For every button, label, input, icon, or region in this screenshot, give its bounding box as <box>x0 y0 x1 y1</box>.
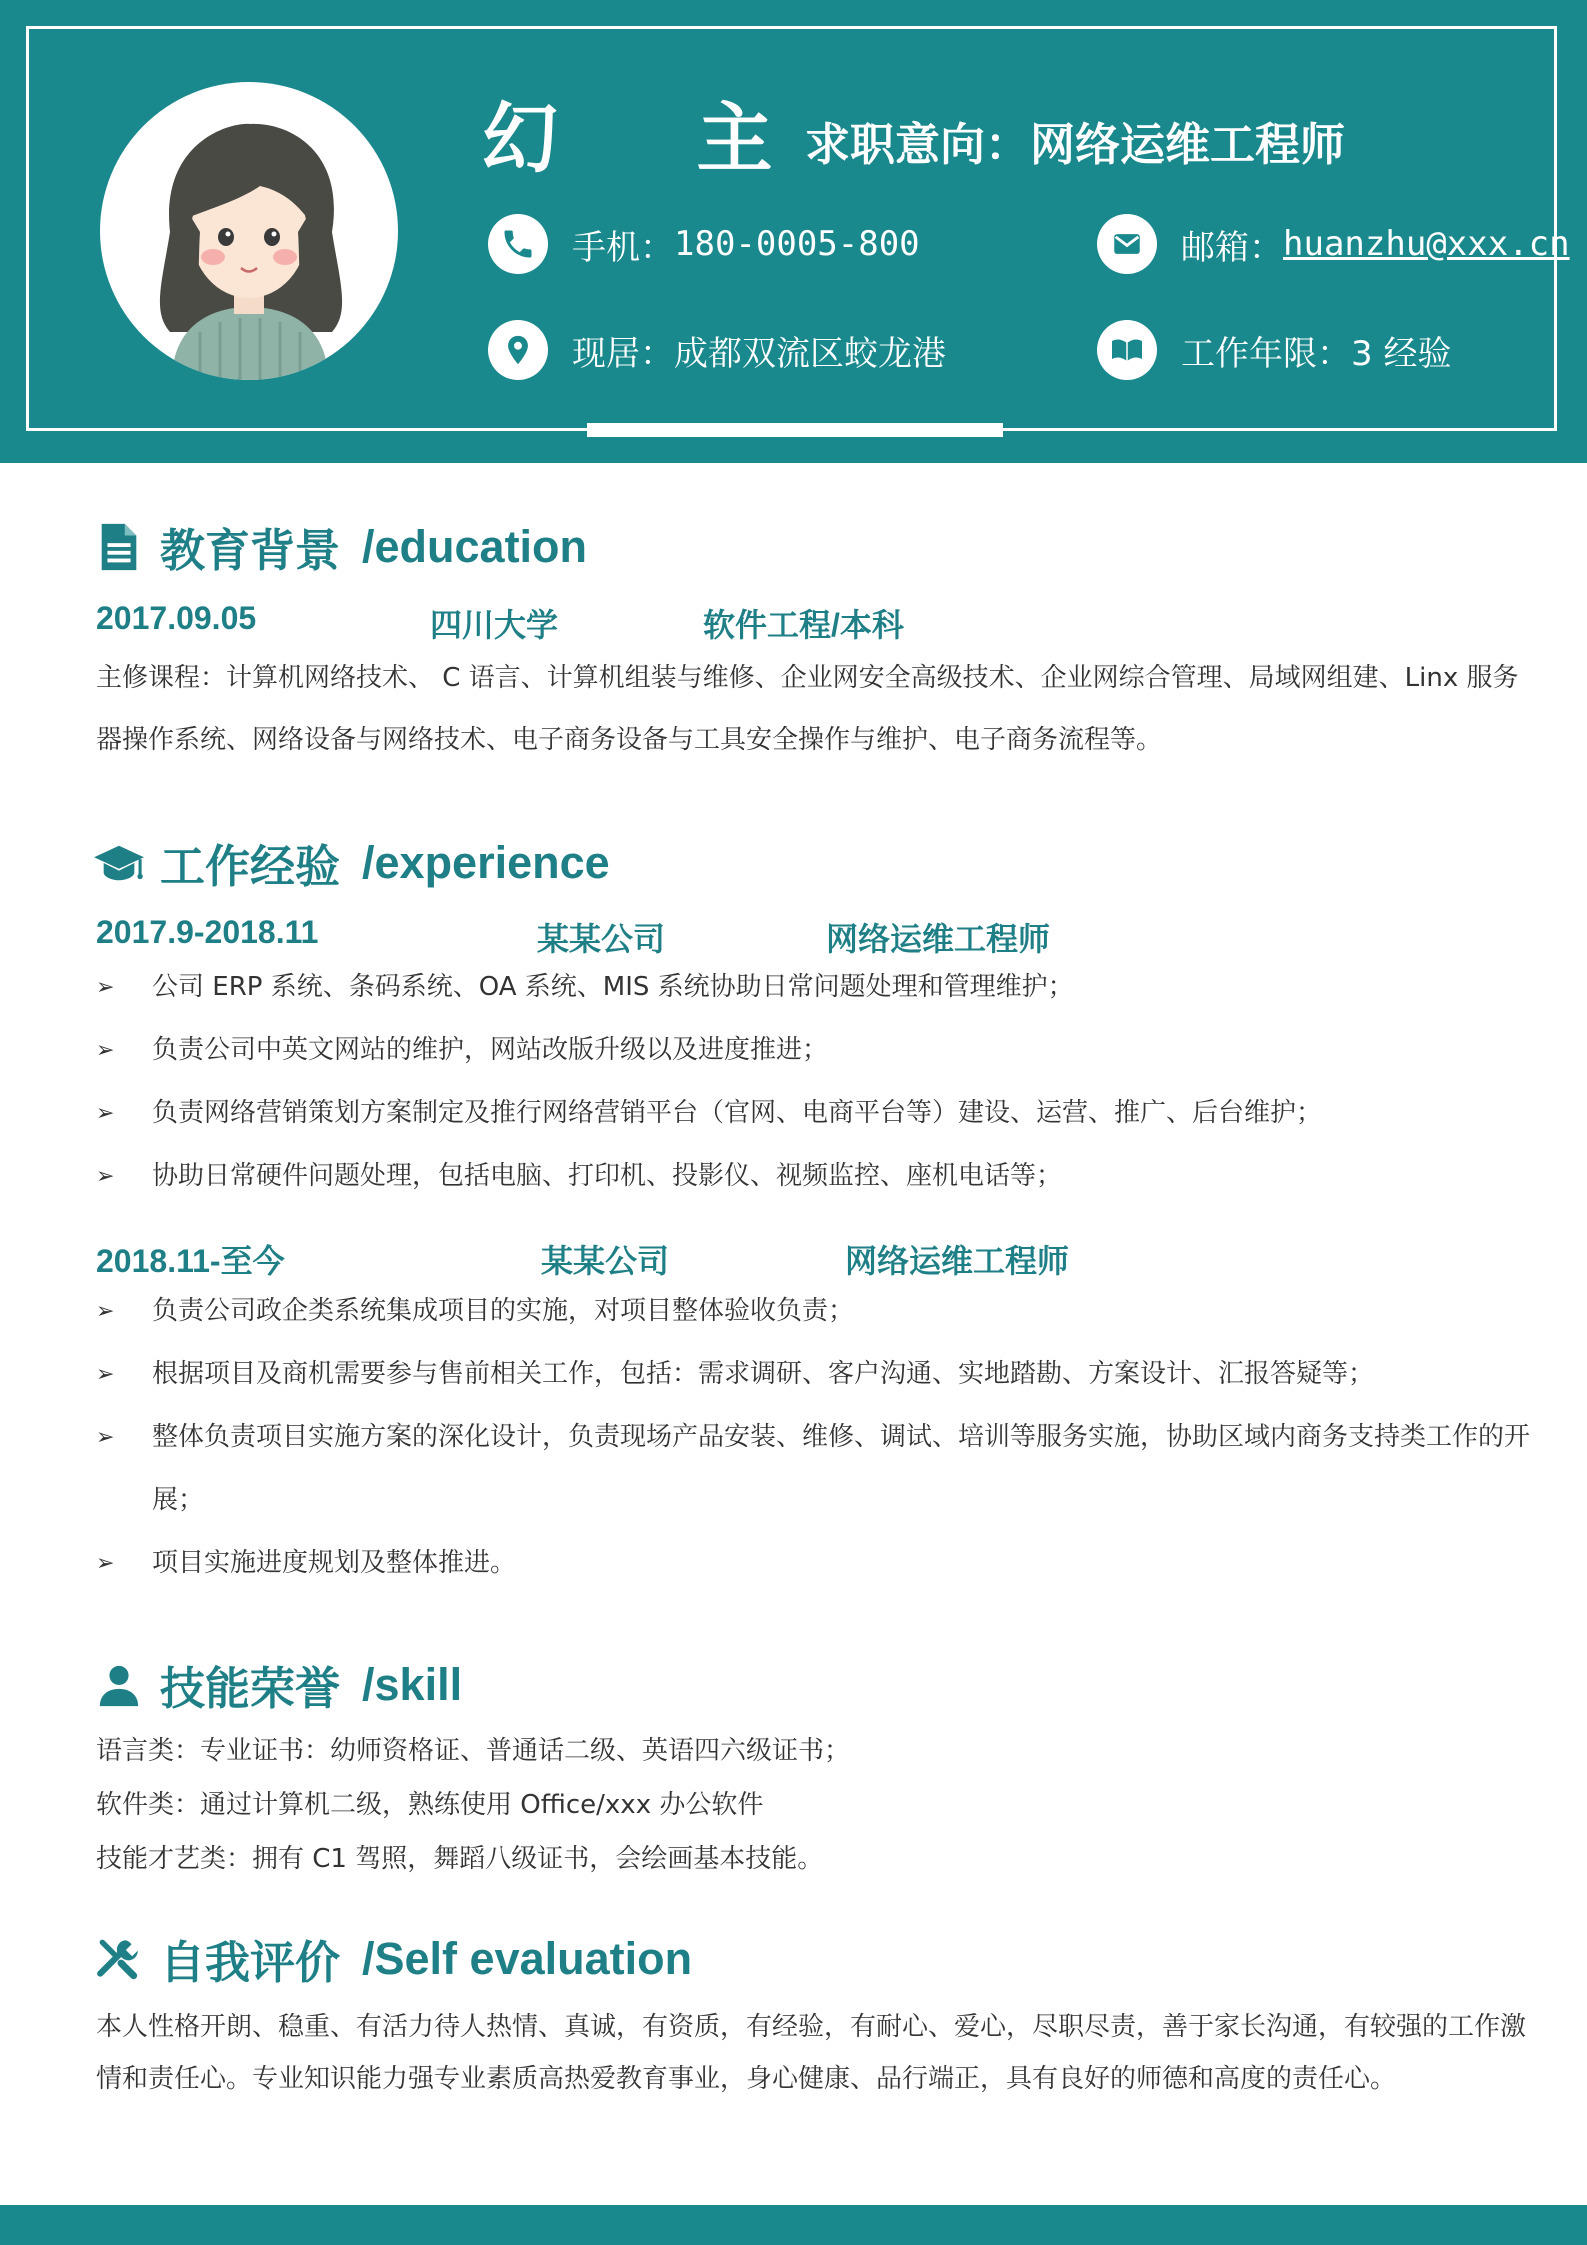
list-item <box>96 1532 1536 1595</box>
arrow-bullet-icon: ➢ <box>96 1362 115 1387</box>
job-period: 2017.9-2018.11 <box>96 914 319 950</box>
phone-row <box>488 214 920 274</box>
list-item <box>96 1406 1536 1532</box>
phone-value: 180-0005-800 <box>674 224 920 264</box>
arrow-bullet-icon: ➢ <box>96 975 115 1000</box>
job-duties-list <box>96 956 1536 1208</box>
arrow-bullet-icon: ➢ <box>96 1101 115 1126</box>
document-icon <box>92 520 146 574</box>
phone-label: 手机： <box>572 227 674 268</box>
list-item-text: 公司 ERP 系统、条码系统、OA 系统、MIS 系统协助日常问题处理和管理维护； <box>152 972 1074 1002</box>
avatar <box>100 82 398 380</box>
education-date: 2017.09.05 <box>96 600 257 636</box>
list-item-text: 项目实施进度规划及整体推进。 <box>152 1548 517 1578</box>
experience-title-en: /experience <box>362 836 610 888</box>
list-item-text: 负责公司中英文网站的维护，网站改版升级以及进度推进； <box>152 1035 829 1065</box>
self-evaluation-title <box>92 1926 692 1991</box>
skill-title-en: /skill <box>362 1658 463 1710</box>
location-pin-icon <box>488 320 548 380</box>
list-item-text: 整体负责项目实施方案的深化设计，负责现场产品安装、维修、调试、培训等服务实施，协助区域内商务支持类工作的开展； <box>152 1422 1531 1515</box>
tools-icon <box>92 1932 146 1986</box>
avatar-illustration <box>100 82 398 380</box>
header-accent-bar <box>587 423 1003 437</box>
education-title-cn: 教育背景 <box>160 524 341 577</box>
list-item <box>96 1019 1536 1082</box>
residence-row <box>488 320 946 380</box>
arrow-bullet-icon: ➢ <box>96 1038 115 1063</box>
residence-value: 成都双流区蛟龙港 <box>674 333 946 374</box>
self-evaluation-text: 本人性格开朗、稳重、有活力待人热情、真诚，有资质，有经验，有耐心、爱心，尽职尽责，善于家长沟通，有较强的工作激情和责任心。专业知识能力强专业素质高热爱教育事业，身心健康、品行端正，具有良好的师德和高度的责任心。 <box>96 2012 1527 2094</box>
job-period: 2018.11-至今 <box>96 1243 285 1279</box>
candidate-name: 幻 主 <box>482 94 829 183</box>
list-item <box>96 1082 1536 1145</box>
arrow-bullet-icon: ➢ <box>96 1425 115 1450</box>
education-title-en: /education <box>362 520 588 572</box>
education-title <box>92 514 587 579</box>
footer-band <box>0 2205 1587 2245</box>
header-band <box>0 0 1587 463</box>
list-item <box>96 1145 1536 1208</box>
education-courses: 主修课程：计算机网络技术、 C 语言、计算机组装与维修、企业网安全高级技术、企业网综合管理、局域网组建、Linx 服务器操作系统、网络设备与网络技术、电子商务设备与工具安全操作与维护、电子商务流程等。 <box>96 663 1519 755</box>
job-company: 某某公司 <box>541 1243 670 1279</box>
job-position: 网络运维工程师 <box>845 1243 1070 1279</box>
skill-title-cn: 技能荣誉 <box>160 1662 341 1715</box>
list-item-text: 根据项目及商机需要参与售前相关工作，包括：需求调研、客户沟通、实地踏勘、方案设计、汇报答疑等； <box>152 1359 1375 1389</box>
self-evaluation-title-en: /Self evaluation <box>362 1932 693 1984</box>
years-row <box>1097 320 1451 380</box>
email-link[interactable]: huanzhu@xxx.cn <box>1283 224 1570 264</box>
job-position: 网络运维工程师 <box>826 921 1051 957</box>
job-company: 某某公司 <box>537 921 666 957</box>
arrow-bullet-icon: ➢ <box>96 1551 115 1576</box>
job-intent: 求职意向：网络运维工程师 <box>805 118 1346 171</box>
list-item-text: 协助日常硬件问题处理，包括电脑、打印机、投影仪、视频监控、座机电话等； <box>152 1161 1063 1191</box>
years-label: 工作年限： <box>1181 333 1351 374</box>
email-row <box>1097 214 1570 274</box>
skill-line: 技能才艺类：拥有 C1 驾照，舞蹈八级证书，会绘画基本技能。 <box>96 1844 824 1874</box>
user-icon <box>92 1658 146 1712</box>
mail-icon <box>1097 214 1157 274</box>
years-value: 3 经验 <box>1351 333 1452 374</box>
residence-label: 现居： <box>572 333 674 374</box>
education-school: 四川大学 <box>430 607 559 643</box>
skill-line: 软件类：通过计算机二级，熟练使用 Office/xxx 办公软件 <box>96 1790 764 1820</box>
phone-icon <box>488 214 548 274</box>
education-major: 软件工程/本科 <box>703 607 904 643</box>
skill-title <box>92 1652 462 1717</box>
experience-title-cn: 工作经验 <box>160 840 341 893</box>
list-item <box>96 1280 1536 1343</box>
job-duties-list <box>96 1280 1536 1595</box>
graduation-cap-icon <box>92 836 146 890</box>
email-label: 邮箱： <box>1181 227 1283 268</box>
list-item <box>96 1343 1536 1406</box>
skill-line: 语言类：专业证书：幼师资格证、普通话二级、英语四六级证书； <box>96 1736 851 1766</box>
self-evaluation-title-cn: 自我评价 <box>160 1936 341 1989</box>
book-icon <box>1097 320 1157 380</box>
arrow-bullet-icon: ➢ <box>96 1299 115 1324</box>
list-item <box>96 956 1536 1019</box>
list-item-text: 负责公司政企类系统集成项目的实施，对项目整体验收负责； <box>152 1296 855 1326</box>
arrow-bullet-icon: ➢ <box>96 1164 115 1189</box>
experience-title <box>92 830 610 895</box>
list-item-text: 负责网络营销策划方案制定及推行网络营销平台（官网、电商平台等）建设、运营、推广、后台维护； <box>152 1098 1323 1128</box>
